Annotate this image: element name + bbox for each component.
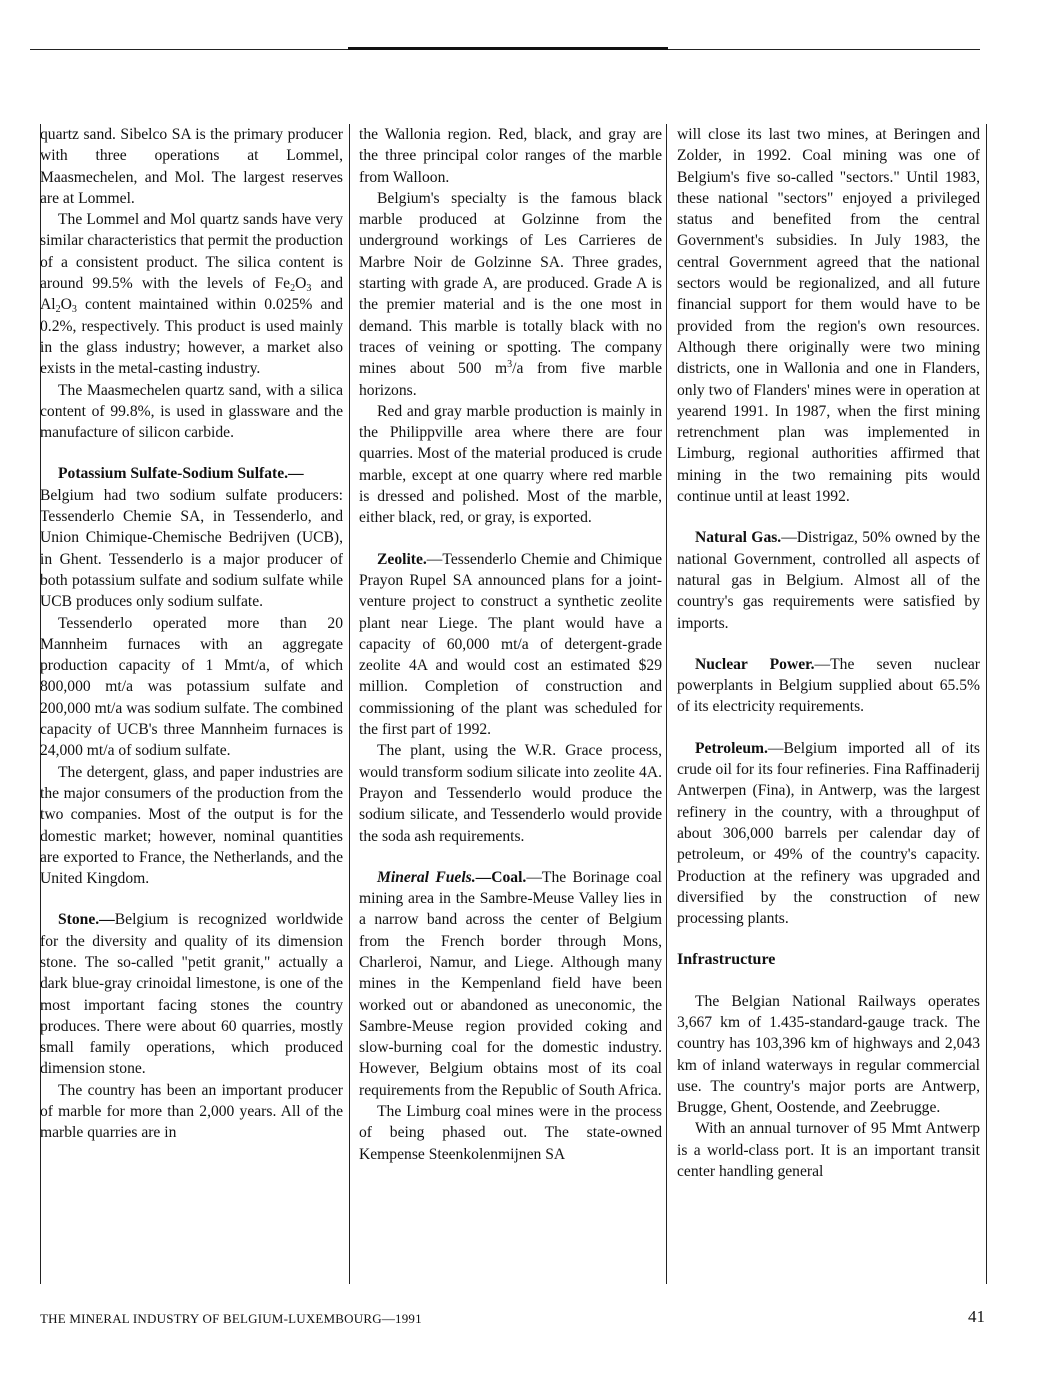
section-heading-stone: Stone.— [58,911,115,929]
subscript: 2 [55,304,61,316]
text-run: Belgium's specialty is the famous black marble produced at Golzinne from the underground workings of Les Carrieres de Marbre Noir de Golzinne SA. Three grades, starting with grade A, are produced. Grade A is the premier material and is the one most in demand. This marble is totally black with no traces of veining or spotting. The company mines about 500 m [359,189,662,378]
paragraph: will close its last two mines, at Beringen and Zolder, in 1992. Coal mining was one of Belgium's five so-called "sectors." Until 1983, these national "sectors" enjoyed a privileged status and benefited from the central Government's subsidies. In July 1983, the central Government agreed that the national sectors would be regionalized, and all future financial support for them would have to be provided from the region's own resources. Although there originally were two mining districts, one in Wallonia and one in Flanders, only two of Flanders' mines were in operation at yearend 1991. In 1987, when the first mining retrenchment plan was implemented in Limburg, regional authorities affirmed that mining in the two remaining pits would continue until at least 1992. [677,126,980,506]
paragraph: The Maasmechelen quartz sand, with a silica content of 99.8%, is used in glassware and the manufacture of silicon carbide. [40,381,343,442]
column-1 [40,124,343,1144]
text-run: O [60,296,72,314]
subscript: 2 [290,283,296,295]
paragraph: the Wallonia region. Red, black, and gray are the three principal color ranges of the marble from Walloon. [359,126,662,186]
text-run: —Tessenderlo Chemie and Chimique Prayon Rupel SA announced plans for a joint-venture project to construct a synthetic zeolite plant near Liege. The plant would have a capacity of 60,000 mt/a of detergent-grade zeolite 4A and would cost an estimated $29 million. Completion of construction and commissioning of the plant was scheduled for the first part of 1992. [359,550,662,739]
section-heading-infrastructure: Infrastructure [677,951,776,969]
section-heading-mineral-fuels: Mineral Fuels. [377,868,476,886]
subscript: 3 [306,283,312,295]
column-divider-2 [666,124,667,1284]
paragraph [40,463,343,484]
paragraph: Red and gray marble production is mainly in the Philippville area where there are four quarries. Most of the material produced is crude marble, except at one quarry where red marble is dressed and polished. Most of the marble, either black, red, or gray, is exported. [359,402,662,527]
section-heading-natural-gas: Natural Gas. [695,529,782,547]
text-run: Belgium is recognized worldwide for the diversity and quality of its dimension stone. The so-called "petit granit," actually a dark blue-gray crinoidal limestone, is one of the most important facing stones the country produces. There were about 60 quarries, mostly small family operations, which produced dimension stone. [40,911,343,1078]
text-run: —Belgium imported all of its crude oil for its four refineries. Fina Raffinaderij Antwerpen (Fina), in Antwerp, was the largest refinery in the country, with a throughput of about 306,000 barrels per calendar day of petroleum, or 49% of the country's capacity. Production at the refinery was upgraded and diversified by the construction of new processing plants. [677,739,980,928]
paragraph [359,549,662,741]
column-3 [677,124,980,1182]
paragraph: The Belgian National Railways operates 3,667 km of 1.435-standard-gauge track. The country has 103,396 km of highways and 2,043 km of inland waterways in regular commercial use. The country's major ports are Antwerp, Brugge, Ghent, Oostende, and Zeebrugge. [677,992,980,1117]
text-run: The Lommel and Mol quartz sands have very similar characteristics that permit the production of a consistent product. The silica content is around 99.5% with the levels of Fe [40,211,343,293]
text-run: and Al [40,275,344,314]
paragraph [359,188,662,401]
paragraph: Belgium had two sodium sulfate producers: Tessenderlo Chemie SA, in Tessenderlo, and Union Chimique-Chemische Bedrijven (UCB), in Ghent. Tessenderlo is a major producer of both potassium sulfate and sodium sulfate while UCB produces only sodium sulfate. [40,486,343,611]
column-2 [359,124,662,1165]
section-heading-nuclear-power: Nuclear Power. [695,655,815,673]
paragraph: The country has been an important producer of marble for more than 2,000 years. All of the marble quarries are in [40,1081,343,1142]
paragraph [677,738,980,930]
paragraph [40,909,343,1079]
paragraph [359,867,662,1101]
section-heading-potassium: Potassium Sulfate-Sodium Sulfate.— [58,465,304,483]
text-run: —Distrigaz, 50% owned by the national Government, controlled all aspects of natural gas in Belgium. Almost all of the country's gas requirements were satisfied by imports. [677,529,980,632]
paragraph: quartz sand. Sibelco SA is the primary producer with three operations at Lommel, Maasmechelen, and Mol. The largest reserves are at Lommel. [40,126,343,207]
section-heading-petroleum: Petroleum. [695,739,768,757]
paragraph: The detergent, glass, and paper industries are the major consumers of the production from the two companies. Most of the output is for the domestic market; however, nominal quantities are exported to France, the Netherlands, and the United Kingdom. [40,763,343,888]
paragraph [677,949,980,970]
paragraph: Tessenderlo operated more than 20 Mannheim furnaces with an aggregate production capacity of 1 Mmt/a, of which 800,000 mt/a was potassium sulfate and 200,000 mt/a was sodium sulfate. The combined capacity of UCB's three Mannheim furnaces is 24,000 mt/a of sodium sulfate. [40,614,343,760]
paragraph [677,654,980,718]
text-run: —The seven nuclear powerplants in Belgium supplied about 65.5% of its electricity requirements. [677,655,980,716]
paragraph [40,209,343,379]
header-rule-accent [348,47,668,50]
superscript: 3 [507,359,513,371]
column-divider-1 [349,124,350,1284]
paragraph: The plant, using the W.R. Grace process, would transform sodium silicate into zeolite 4A. Prayon and Tessenderlo would produce the sodium silicate, and Tessenderlo would provide the soda ash requirements. [359,742,662,845]
text-run: O [295,275,307,293]
column-divider-right [986,124,987,1284]
subscript: 3 [71,304,77,316]
page-number: 41 [968,1307,985,1326]
text-run: /a from five marble horizons. [359,360,662,399]
text-run: content maintained within 0.025% and 0.2%, respectively. This product is used mainly in the glass industry; however, a market also exists in the metal-casting industry. [40,296,343,378]
paragraph: The Limburg coal mines were in the process of being phased out. The state-owned Kempense Steenkolenmijnen SA [359,1103,662,1163]
running-footer: THE MINERAL INDUSTRY OF BELGIUM-LUXEMBOURG—1991 [40,1311,422,1326]
text-run: —The Borinage coal mining area in the Sambre-Meuse Valley lies in a narrow band across the center of Belgium from the French border through Mons, Charleroi, Namur, and Liege. Although many mines in the Kempenland field have been worked out or abandoned as uneconomic, the Sambre-Meuse region provided coking and slow-burning coal for the domestic industry. However, Belgium obtains most of its coal requirements from the Republic of South Africa. [359,868,662,1099]
section-heading-coal: —Coal. [475,868,527,886]
paragraph: With an annual turnover of 95 Mmt Antwerp is a world-class port. It is an important transit center handling general [677,1120,980,1181]
paragraph [677,527,980,633]
section-heading-zeolite: Zeolite. [377,550,427,568]
